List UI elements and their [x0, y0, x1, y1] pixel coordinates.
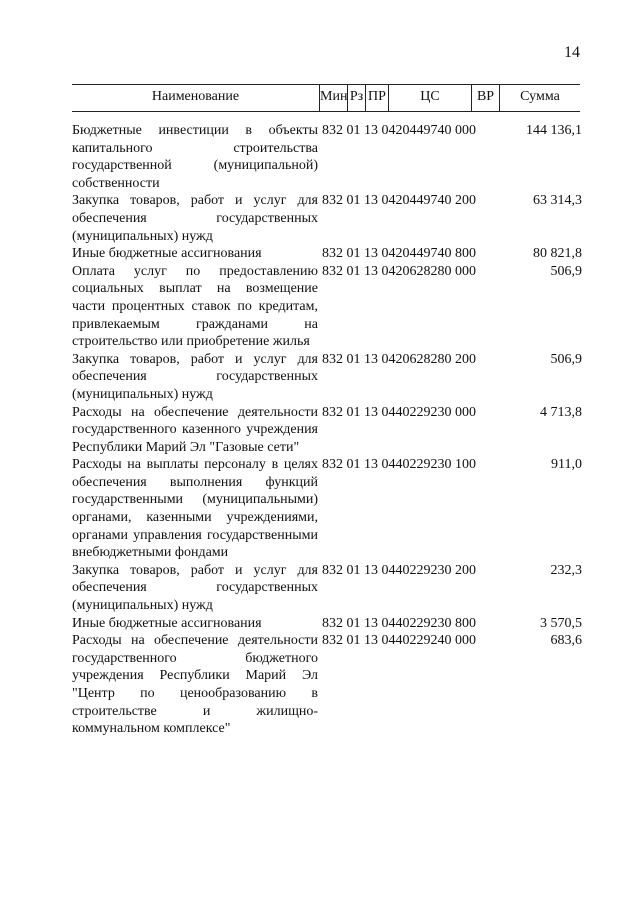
column-header-cs: ЦС — [420, 89, 440, 104]
row-sum: 4 713,8 — [540, 404, 582, 420]
row-name: Иные бюджетные ассигнования — [72, 246, 262, 262]
row-name: Бюджетные инвестиции в объекты капитального строительства государственной (муниципальной) собственности — [72, 123, 318, 191]
row-sum: 63 314,3 — [533, 193, 582, 209]
row-codes: 832 01 13 0440229230 200 — [322, 562, 476, 578]
table-row — [72, 615, 582, 633]
row-codes: 832 01 13 0440229230 100 — [322, 457, 476, 473]
row-name: Закупка товаров, работ и услуг для обеспечения государственных (муниципальных) нужд — [72, 562, 318, 614]
row-name: Оплата услуг по предоставлению социальных выплат на возмещение части процентных ставок по кредитам, привлекаемым гражданами на строительство или приобретение жилья — [72, 263, 318, 350]
row-name: Расходы на обеспечение деятельности государственного казенного учреждения Республики Марий Эл "Газовые сети" — [72, 404, 318, 455]
table-row — [72, 192, 582, 245]
row-codes: 832 01 13 0440229240 000 — [322, 633, 476, 649]
table-row — [72, 263, 582, 351]
column-header-name: Наименование — [151, 89, 240, 104]
row-codes: 832 01 13 0420628280 000 — [322, 263, 476, 279]
table-row — [72, 632, 582, 738]
row-sum: 911,0 — [551, 457, 582, 473]
row-name: Расходы на обеспечение деятельности государственного бюджетного учреждения Республики Марий Эл "Центр по ценообразованию в строительстве и жилищно-коммунальном комплексе" — [72, 633, 318, 737]
column-header-min: Мин — [320, 89, 348, 104]
table-header-bottom-rule — [72, 111, 580, 112]
row-name: Закупка товаров, работ и услуг для обеспечения государственных (муниципальных) нужд — [72, 193, 318, 244]
column-header-sum: Сумма — [520, 89, 560, 104]
row-name: Иные бюджетные ассигнования — [72, 615, 262, 631]
row-codes: 832 01 13 0420628280 200 — [322, 351, 476, 367]
row-codes: 832 01 13 0420449740 000 — [322, 123, 476, 138]
table-row — [72, 122, 582, 192]
table-row — [72, 456, 582, 562]
table-row — [72, 351, 582, 404]
column-header-rz: Рз — [349, 89, 364, 104]
row-sum: 683,6 — [550, 633, 582, 649]
row-sum: 3 570,5 — [540, 615, 582, 631]
table-row — [72, 245, 582, 263]
row-codes: 832 01 13 0440229230 800 — [322, 615, 476, 631]
page-number: 14 — [564, 44, 580, 61]
row-sum: 144 136,1 — [526, 123, 582, 138]
column-header-pr: ПР — [368, 89, 386, 104]
table-body — [72, 122, 582, 738]
row-name: Закупка товаров, работ и услуг для обеспечения государственных (муниципальных) нужд — [72, 351, 318, 402]
row-sum: 80 821,8 — [533, 246, 582, 262]
table-row — [72, 404, 582, 457]
row-name: Расходы на выплаты персоналу в целях обеспечения выполнения функций государственными (муниципальными) органами, казенными учреждениями, органами управления государственными внебюджетными фондами — [72, 457, 318, 561]
row-sum: 232,3 — [550, 562, 582, 578]
table-row — [72, 562, 582, 615]
column-header-vr: ВР — [476, 89, 495, 104]
row-sum: 506,9 — [550, 263, 582, 279]
row-codes: 832 01 13 0420449740 800 — [322, 246, 476, 262]
row-codes: 832 01 13 0440229230 000 — [322, 404, 476, 420]
row-codes: 832 01 13 0420449740 200 — [322, 193, 476, 209]
row-sum: 506,9 — [550, 351, 582, 367]
